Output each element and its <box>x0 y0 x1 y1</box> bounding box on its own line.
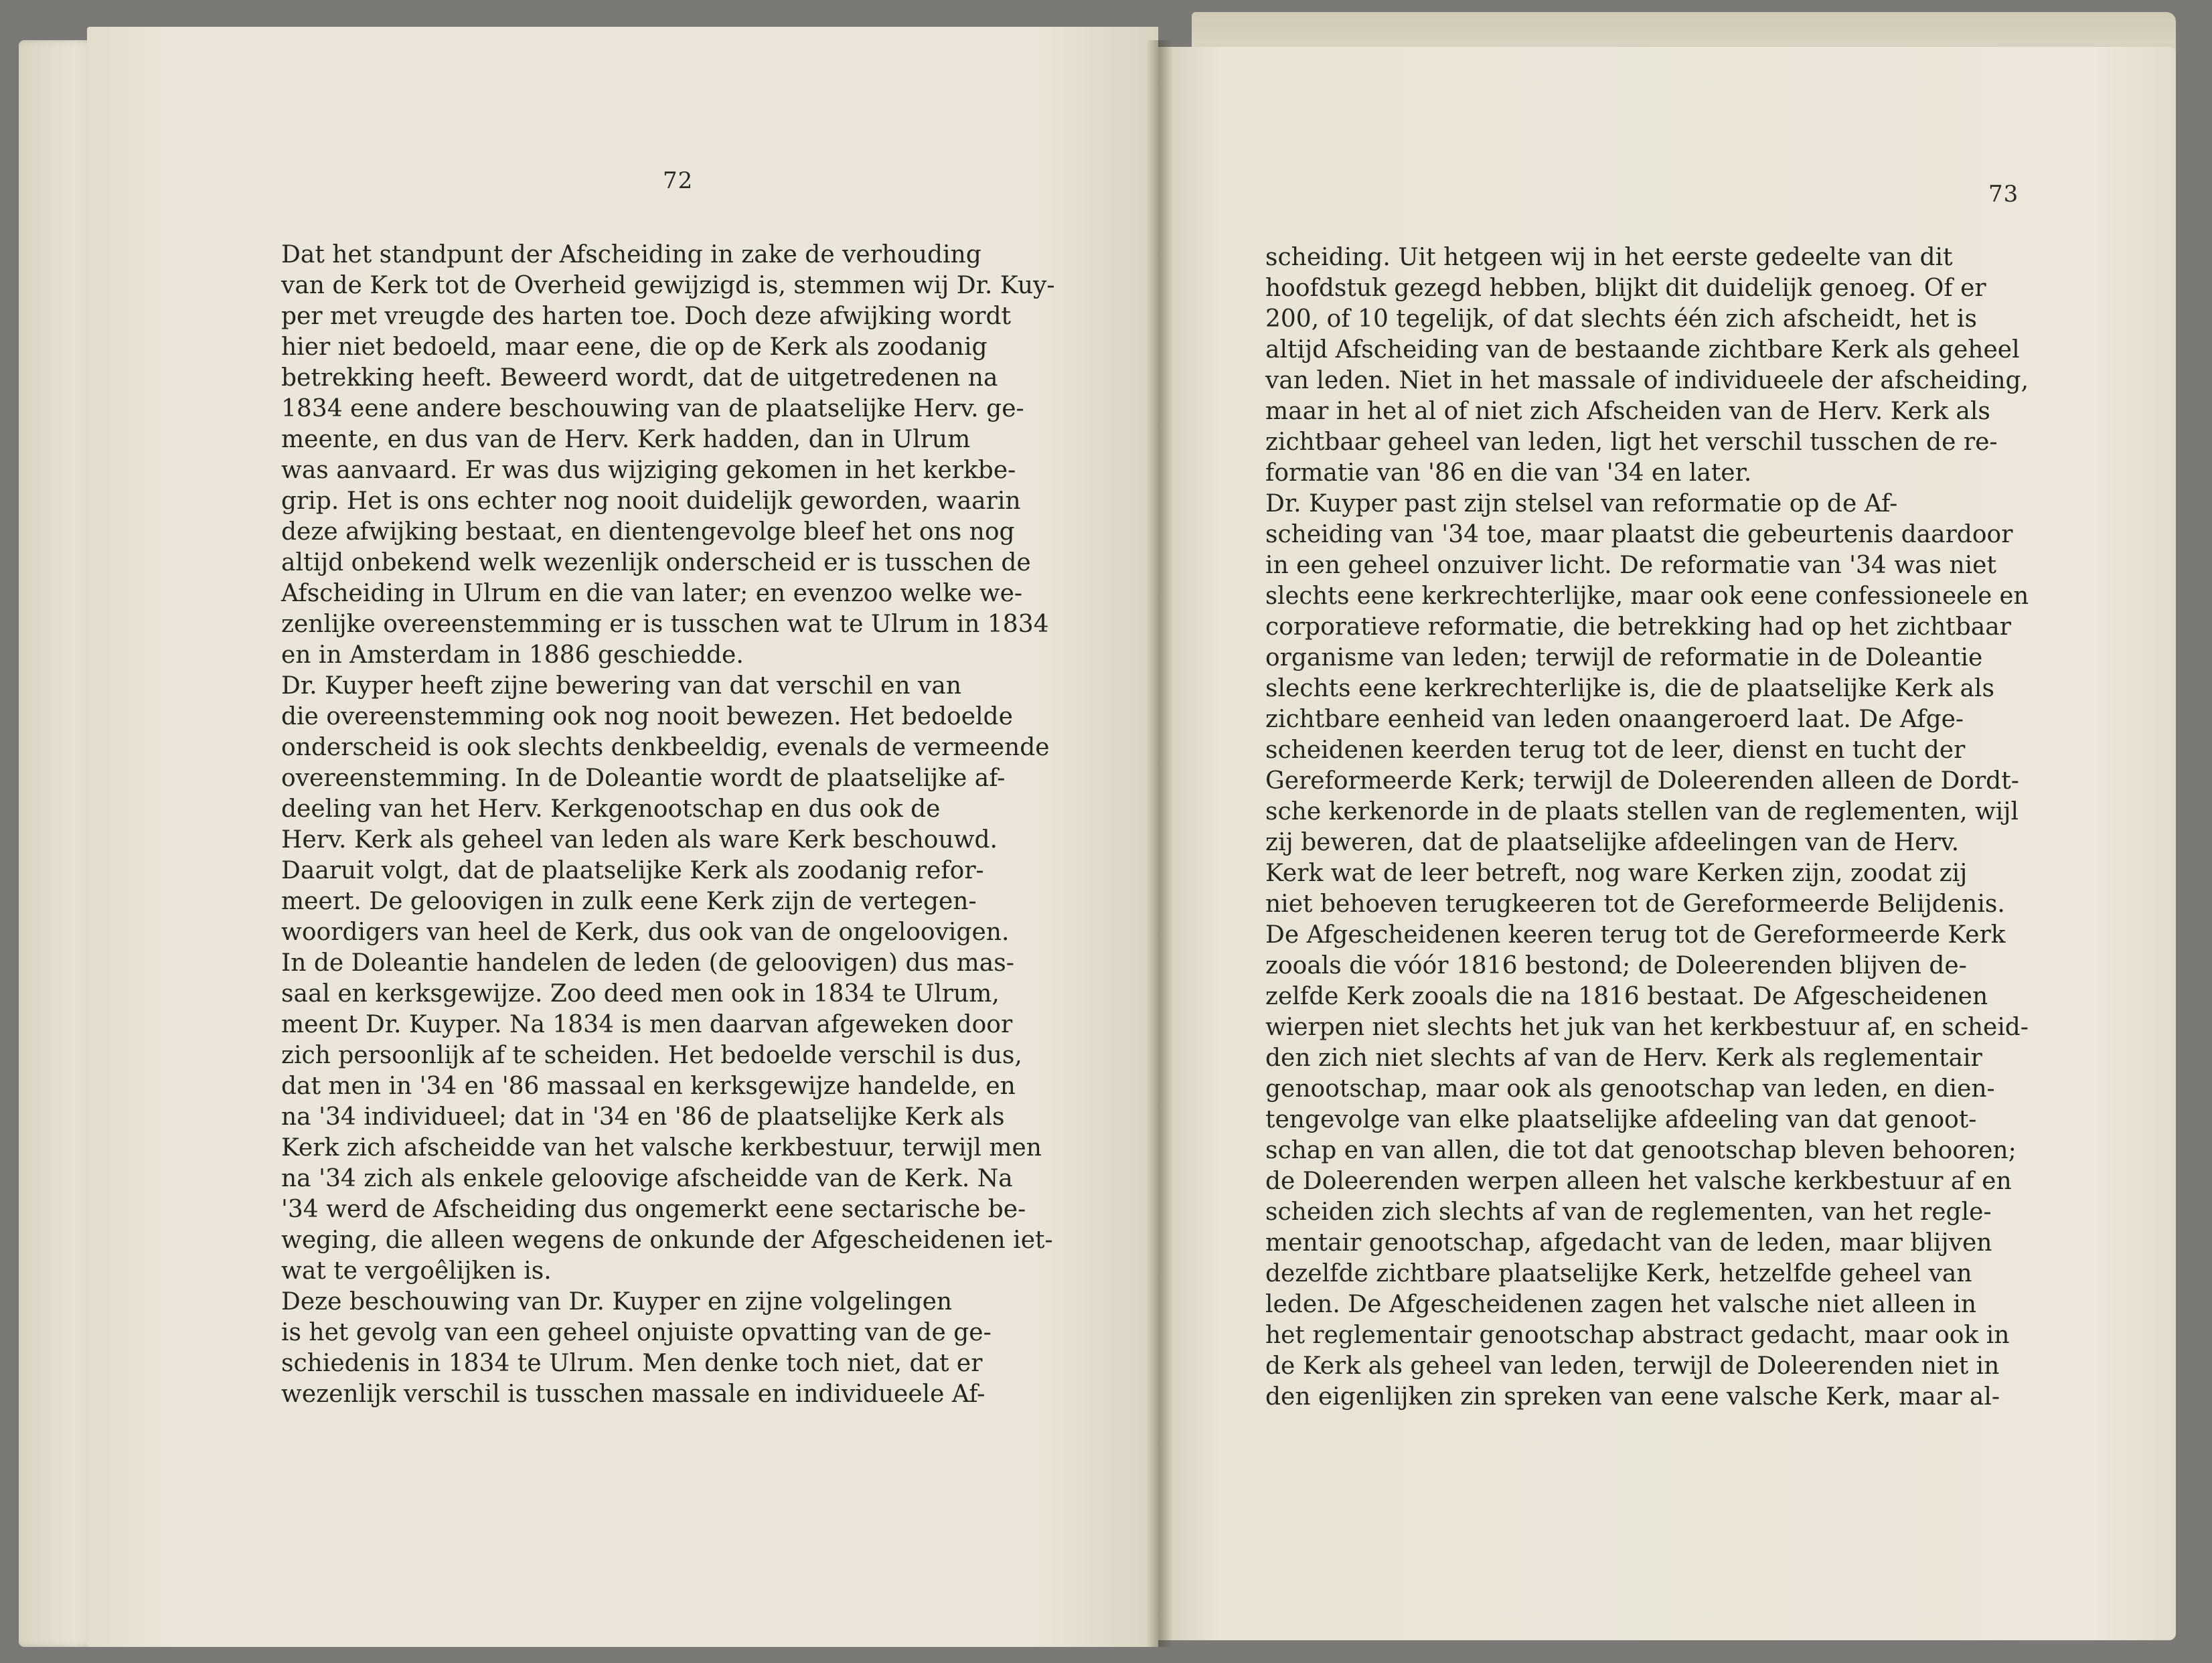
text-line: scheidenen keerden terug tot de leer, dienst en tucht der <box>1265 736 1966 764</box>
text-line: maar in het al of niet zich Afscheiden van de Herv. Kerk als <box>1265 398 1990 425</box>
text-line: weging, die alleen wegens de onkunde der Afgescheidenen iet- <box>281 1226 1053 1254</box>
text-line: scheiding van '34 toe, maar plaatst die gebeurtenis daardoor <box>1265 521 2013 548</box>
text-line: tengevolge van elke plaatselijke afdeeling van dat genoot- <box>1265 1106 1977 1133</box>
text-line: den zich niet slechts af van de Herv. Kerk als reglementair <box>1265 1044 1982 1072</box>
text-line: deeling van het Herv. Kerkgenootschap en dus ook de <box>281 795 941 823</box>
text-line: corporatieve reformatie, die betrekking had op het zichtbaar <box>1265 613 2011 641</box>
text-line: in een geheel onzuiver licht. De reformatie van '34 was niet <box>1265 552 1996 579</box>
text-line: Dr. Kuyper past zijn stelsel van reformatie op de Af- <box>1265 490 1898 518</box>
text-line: woordigers van heel de Kerk, dus ook van de ongeloovigen. <box>281 919 1010 946</box>
text-line: die overeenstemming ook nog nooit bewezen. Het bedoelde <box>281 703 1013 730</box>
page-number-right: 73 <box>1988 181 2019 208</box>
right-page <box>1158 47 2176 1640</box>
book-gutter <box>1146 40 1173 1647</box>
text-line: van leden. Niet in het massale of individueele der afscheiding, <box>1265 367 2029 394</box>
text-line: Kerk zich afscheidde van het valsche kerkbestuur, terwijl men <box>281 1134 1042 1162</box>
text-line: Afscheiding in Ulrum en die van later; en evenzoo welke we- <box>281 580 1023 607</box>
text-line: altijd onbekend welk wezenlijk onderscheid er is tusschen de <box>281 549 1031 576</box>
text-line: zij beweren, dat de plaatselijke afdeelingen van de Herv. <box>1265 829 1960 856</box>
text-line: was aanvaard. Er was dus wijziging gekomen in het kerkbe- <box>281 457 1016 484</box>
text-line: hier niet bedoeld, maar eene, die op de Kerk als zoodanig <box>281 333 988 361</box>
text-line: In de Doleantie handelen de leden (de geloovigen) dus mas- <box>281 949 1014 977</box>
text-line: overeenstemming. In de Doleantie wordt de plaatselijke af- <box>281 765 1006 792</box>
text-line: is het gevolg van een geheel onjuiste opvatting van de ge- <box>281 1319 992 1346</box>
text-line: zich persoonlijk af te scheiden. Het bedoelde verschil is dus, <box>281 1042 1022 1069</box>
text-line: meent Dr. Kuyper. Na 1834 is men daarvan afgeweken door <box>281 1011 1013 1038</box>
text-line: 1834 eene andere beschouwing van de plaatselijke Herv. ge- <box>281 395 1024 422</box>
text-line: mentair genootschap, afgedacht van de leden, maar blijven <box>1265 1229 1992 1257</box>
text-line: van de Kerk tot de Overheid gewijzigd is, stemmen wij Dr. Kuy- <box>281 272 1055 299</box>
text-line: meente, en dus van de Herv. Kerk hadden, dan in Ulrum <box>281 426 971 453</box>
text-line: na '34 individueel; dat in '34 en '86 de plaatselijke Kerk als <box>281 1103 1005 1131</box>
text-line: slechts eene kerkrechterlijke, maar ook eene confessioneele en <box>1265 582 2029 610</box>
text-line: zenlijke overeenstemming er is tusschen wat te Ulrum in 1834 <box>281 611 1049 638</box>
text-line: niet behoeven terugkeeren tot de Gereformeerde Belijdenis. <box>1265 890 2005 918</box>
text-line: zooals die vóór 1816 bestond; de Doleerenden blijven de- <box>1265 952 1967 979</box>
text-line: zelfde Kerk zooals die na 1816 bestaat. De Afgescheidenen <box>1265 983 1988 1010</box>
text-line: formatie van '86 en die van '34 en later. <box>1265 459 1752 487</box>
text-line: en in Amsterdam in 1886 geschiedde. <box>281 641 744 669</box>
left-page <box>87 27 1158 1647</box>
text-line: Deze beschouwing van Dr. Kuyper en zijne volgelingen <box>281 1288 953 1316</box>
text-line: meert. De geloovigen in zulk eene Kerk zijn de vertegen- <box>281 888 977 915</box>
page-number-left: 72 <box>663 167 694 194</box>
text-line: slechts eene kerkrechterlijke is, die de plaatselijke Kerk als <box>1265 675 1994 702</box>
text-line: het reglementair genootschap abstract gedacht, maar ook in <box>1265 1322 2010 1349</box>
text-line: dat men in '34 en '86 massaal en kerksgewijze handelde, en <box>281 1073 1016 1100</box>
text-line: den eigenlijken zin spreken van eene valsche Kerk, maar al- <box>1265 1383 2000 1411</box>
text-line: per met vreugde des harten toe. Doch deze afwijking wordt <box>281 303 1011 330</box>
text-line: hoofdstuk gezegd hebben, blijkt dit duidelijk genoeg. Of er <box>1265 274 1986 302</box>
text-line: leden. De Afgescheidenen zagen het valsche niet alleen in <box>1265 1291 1977 1318</box>
right-page-text <box>1265 242 2029 1413</box>
left-page-text <box>281 240 1145 1410</box>
text-line: onderscheid is ook slechts denkbeeldig, evenals de vermeende <box>281 734 1050 761</box>
text-line: betrekking heeft. Beweerd wordt, dat de uitgetredenen na <box>281 364 998 392</box>
text-line: scheiden zich slechts af van de reglementen, van het regle- <box>1265 1198 1992 1226</box>
text-line: saal en kerksgewijze. Zoo deed men ook in 1834 te Ulrum, <box>281 980 1000 1008</box>
text-line: De Afgescheidenen keeren terug tot de Gereformeerde Kerk <box>1265 921 2006 949</box>
text-line: genootschap, maar ook als genootschap van leden, en dien- <box>1265 1075 1995 1103</box>
text-line: zichtbare eenheid van leden onaangeroerd laat. De Afge- <box>1265 706 1964 733</box>
text-line: schap en van allen, die tot dat genootschap bleven behooren; <box>1265 1137 2017 1164</box>
text-line: Daaruit volgt, dat de plaatselijke Kerk als zoodanig refor- <box>281 857 984 884</box>
text-line: de Kerk als geheel van leden, terwijl de Doleerenden niet in <box>1265 1352 2000 1380</box>
text-line: 200, of 10 tegelijk, of dat slechts één zich afscheidt, het is <box>1265 305 1977 333</box>
text-line: wierpen niet slechts het juk van het kerkbestuur af, en scheid- <box>1265 1014 2029 1041</box>
text-line: wat te vergoêlijken is. <box>281 1257 552 1285</box>
text-line: altijd Afscheiding van de bestaande zichtbare Kerk als geheel <box>1265 336 2020 364</box>
text-line: Herv. Kerk als geheel van leden als ware Kerk beschouwd. <box>281 826 998 854</box>
text-line: sche kerkenorde in de plaats stellen van de reglementen, wijl <box>1265 798 2019 825</box>
text-line: wezenlijk verschil is tusschen massale en individueele Af- <box>281 1380 985 1408</box>
text-line: Kerk wat de leer betreft, nog ware Kerken zijn, zoodat zij <box>1265 860 1968 887</box>
text-line: scheiding. Uit hetgeen wij in het eerste gedeelte van dit <box>1265 244 1953 271</box>
text-line: schiedenis in 1834 te Ulrum. Men denke toch niet, dat er <box>281 1350 983 1377</box>
text-line: Dr. Kuyper heeft zijne bewering van dat verschil en van <box>281 672 962 700</box>
text-line: Gereformeerde Kerk; terwijl de Doleerenden alleen de Dordt- <box>1265 767 2019 795</box>
text-line: zichtbaar geheel van leden, ligt het verschil tusschen de re- <box>1265 428 1998 456</box>
text-line: dezelfde zichtbare plaatselijke Kerk, hetzelfde geheel van <box>1265 1260 1972 1287</box>
text-line: na '34 zich als enkele geloovige afscheidde van de Kerk. Na <box>281 1165 1013 1192</box>
text-line: de Doleerenden werpen alleen het valsche kerkbestuur af en <box>1265 1168 2012 1195</box>
text-line: '34 werd de Afscheiding dus ongemerkt eene sectarische be- <box>281 1196 1026 1223</box>
text-line: grip. Het is ons echter nog nooit duidelijk geworden, waarin <box>281 487 1021 515</box>
text-line: deze afwijking bestaat, en dientengevolge bleef het ons nog <box>281 518 1015 546</box>
text-line: organisme van leden; terwijl de reformatie in de Doleantie <box>1265 644 1983 671</box>
text-line: Dat het standpunt der Afscheiding in zake de verhouding <box>281 241 981 268</box>
